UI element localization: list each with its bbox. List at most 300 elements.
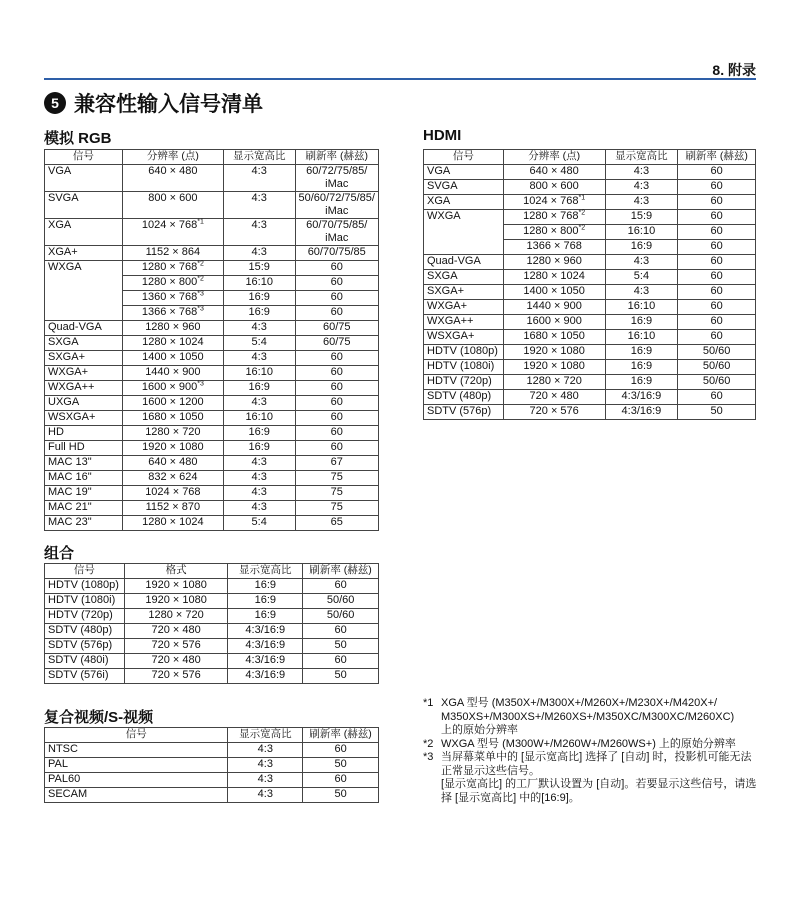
- resolution-cell: [122, 246, 223, 261]
- table-row: [424, 255, 756, 270]
- resolution-cell: [122, 396, 223, 411]
- resolution-cell: [503, 195, 605, 210]
- signal-cell: VGA: [424, 165, 504, 180]
- signal-cell: WSXGA+: [45, 411, 123, 426]
- table-row: [424, 390, 756, 405]
- refresh-rate-cell: 60: [295, 306, 378, 321]
- footnote-text: [441, 751, 763, 805]
- signal-cell: SVGA: [45, 192, 123, 219]
- rgb-section-title: 模拟 RGB: [44, 130, 112, 147]
- refresh-rate-cell: 60: [295, 411, 378, 426]
- refresh-rate-cell: 60/75: [295, 336, 378, 351]
- aspect-cell: 4:3: [605, 180, 678, 195]
- aspect-cell: 16:10: [223, 366, 295, 381]
- refresh-rate-cell: 60: [678, 180, 756, 195]
- resolution-cell: [122, 291, 223, 306]
- table-row: [45, 192, 379, 219]
- resolution-cell: [122, 306, 223, 321]
- table-row: [424, 405, 756, 420]
- component-signal-table: [44, 563, 379, 684]
- aspect-cell: 15:9: [223, 261, 295, 276]
- aspect-cell: 4:3: [223, 486, 295, 501]
- aspect-cell: 4:3: [223, 246, 295, 261]
- signal-cell: SDTV (480i): [45, 654, 125, 669]
- format-cell: 1920 × 1080: [124, 579, 228, 594]
- table-row: [424, 360, 756, 375]
- aspect-cell: 4:3: [228, 773, 303, 788]
- aspect-cell: 16:9: [228, 594, 303, 609]
- table-row: [45, 639, 379, 654]
- signal-cell: SDTV (480p): [45, 624, 125, 639]
- resolution-value: 1280 × 1024: [142, 336, 204, 348]
- video-section-title: 复合视频/S-视频: [44, 709, 154, 726]
- aspect-cell: 5:4: [223, 516, 295, 531]
- aspect-cell: 4:3: [228, 758, 303, 773]
- refresh-rate-cell: 60: [678, 390, 756, 405]
- video-signal-table: [44, 727, 379, 803]
- aspect-cell: 16:10: [605, 300, 678, 315]
- signal-cell: MAC 21": [45, 501, 123, 516]
- aspect-cell: 4:3: [228, 743, 303, 758]
- refresh-rate-cell: 50/60: [678, 345, 756, 360]
- aspect-cell: 5:4: [223, 336, 295, 351]
- refresh-rate-cell: 60: [303, 579, 379, 594]
- column-header: 格式: [124, 564, 228, 579]
- signal-cell: WXGA+: [424, 300, 504, 315]
- format-cell: 720 × 480: [124, 654, 228, 669]
- signal-cell: VGA: [45, 165, 123, 192]
- table-row: [424, 285, 756, 300]
- signal-cell: WSXGA+: [424, 330, 504, 345]
- table-row: [45, 516, 379, 531]
- aspect-cell: 4:3: [605, 165, 678, 180]
- format-cell: 1920 × 1080: [124, 594, 228, 609]
- resolution-value: 1440 × 900: [526, 300, 582, 312]
- aspect-cell: 16:9: [223, 441, 295, 456]
- footnote-line: M350XS+/M300XS+/M260XS+/M350XC/M300XC/M260XC): [441, 710, 735, 723]
- signal-cell: PAL60: [45, 773, 228, 788]
- table-row: [45, 165, 379, 192]
- resolution-cell: [122, 366, 223, 381]
- column-header: 信号: [45, 728, 228, 743]
- signal-cell: XGA: [45, 219, 123, 246]
- column-header: 信号: [45, 150, 123, 165]
- table-row: [45, 441, 379, 456]
- resolution-value: 1152 × 864: [145, 246, 201, 258]
- resolution-cell: [122, 516, 223, 531]
- aspect-cell: 4:3: [223, 192, 295, 219]
- footnote-marker: *3: [197, 290, 204, 298]
- column-header: 分辨率 (点): [503, 150, 605, 165]
- aspect-cell: 4:3: [223, 501, 295, 516]
- resolution-value: 1280 × 720: [145, 426, 201, 438]
- refresh-rate-cell: 75: [295, 501, 378, 516]
- aspect-cell: 16:10: [223, 411, 295, 426]
- signal-cell: SVGA: [424, 180, 504, 195]
- footnote-line: 正常显示这些信号。: [441, 764, 540, 777]
- signal-cell: MAC 19": [45, 486, 123, 501]
- aspect-cell: 4:3: [223, 396, 295, 411]
- table-row: [45, 351, 379, 366]
- aspect-cell: 4:3: [223, 456, 295, 471]
- footnote-marker: *2: [197, 260, 204, 268]
- table-row: [45, 758, 379, 773]
- table-row: [45, 366, 379, 381]
- table-row: [45, 486, 379, 501]
- resolution-cell: [503, 270, 605, 285]
- resolution-value: 1680 × 1050: [142, 411, 204, 423]
- refresh-rate-cell: 60: [678, 210, 756, 225]
- aspect-cell: 4:3: [228, 788, 303, 803]
- aspect-cell: 4:3/16:9: [228, 639, 303, 654]
- signal-cell: HDTV (720p): [424, 375, 504, 390]
- refresh-rate-cell: 60: [678, 240, 756, 255]
- refresh-rate-cell: 60: [295, 276, 378, 291]
- refresh-rate-cell: 50/60: [303, 609, 379, 624]
- resolution-value: 1280 × 960: [526, 255, 582, 267]
- aspect-cell: 16:9: [223, 291, 295, 306]
- resolution-cell: [122, 165, 223, 192]
- resolution-cell: [503, 180, 605, 195]
- resolution-cell: [122, 456, 223, 471]
- aspect-cell: 16:9: [223, 306, 295, 321]
- table-row: [45, 501, 379, 516]
- footnote-mark: *1: [423, 697, 434, 709]
- signal-cell: HDTV (1080i): [45, 594, 125, 609]
- hdmi-signal-table: [423, 149, 756, 420]
- signal-cell: SDTV (576p): [424, 405, 504, 420]
- footnote-line: 择 [显示宽高比] 中的[16:9]。: [441, 791, 580, 804]
- refresh-rate-cell: 50: [303, 758, 379, 773]
- footnote-marker: *2: [197, 275, 204, 283]
- footnote-marker: *1: [197, 218, 204, 226]
- aspect-cell: 16:9: [605, 375, 678, 390]
- resolution-cell: [122, 321, 223, 336]
- signal-cell: HDTV (1080p): [424, 345, 504, 360]
- refresh-rate-cell: 60: [678, 195, 756, 210]
- column-header: 显示宽高比: [223, 150, 295, 165]
- aspect-cell: 16:10: [605, 330, 678, 345]
- footnote-text: [441, 697, 763, 738]
- column-header: 刷新率 (赫兹): [303, 728, 379, 743]
- resolution-cell: [122, 219, 223, 246]
- aspect-cell: 16:9: [223, 381, 295, 396]
- format-cell: 720 × 576: [124, 669, 228, 684]
- resolution-cell: [503, 255, 605, 270]
- signal-cell: XGA+: [45, 246, 123, 261]
- resolution-cell: [503, 390, 605, 405]
- refresh-rate-cell: 60/70/75/85/ iMac: [295, 219, 378, 246]
- refresh-rate-cell: 50/60: [678, 360, 756, 375]
- resolution-cell: [503, 345, 605, 360]
- hdmi-section-title: HDMI: [423, 127, 462, 144]
- resolution-cell: [122, 276, 223, 291]
- table-row: [45, 396, 379, 411]
- refresh-rate-cell: 60: [678, 315, 756, 330]
- resolution-cell: [503, 285, 605, 300]
- resolution-value: 1366 × 768: [526, 240, 582, 252]
- table-row: [45, 321, 379, 336]
- chapter-label: 8. 附录: [712, 62, 756, 78]
- aspect-cell: 4:3: [223, 219, 295, 246]
- resolution-cell: [122, 426, 223, 441]
- resolution-value: 1152 × 870: [145, 501, 201, 513]
- aspect-cell: 4:3: [223, 471, 295, 486]
- table-header-row: [45, 564, 379, 579]
- resolution-value: 1920 × 1080: [523, 345, 585, 357]
- footnote-marker: *2: [578, 209, 586, 217]
- resolution-value: 1280 × 800: [141, 276, 198, 288]
- column-header: 刷新率 (赫兹): [295, 150, 378, 165]
- table-header-row: [424, 150, 756, 165]
- signal-cell: Quad-VGA: [424, 255, 504, 270]
- footnote: [423, 697, 763, 738]
- refresh-rate-cell: 50: [678, 405, 756, 420]
- refresh-rate-cell: 60: [295, 426, 378, 441]
- footnote-line: [显示宽高比] 的工厂默认设置为 [自动]。若要显示这些信号，请选: [441, 778, 757, 790]
- resolution-value: 1024 × 768: [141, 219, 198, 231]
- resolution-cell: [503, 240, 605, 255]
- aspect-cell: 4:3/16:9: [228, 654, 303, 669]
- column-header: 显示宽高比: [228, 564, 303, 579]
- table-row: [424, 195, 756, 210]
- resolution-value: 1280 × 1024: [523, 270, 585, 282]
- resolution-value: 1280 × 800: [523, 225, 579, 237]
- component-section-title: 组合: [44, 545, 75, 562]
- table-row: [424, 180, 756, 195]
- table-row: [45, 743, 379, 758]
- refresh-rate-cell: 60: [295, 381, 378, 396]
- table-row: [45, 594, 379, 609]
- signal-cell: PAL: [45, 758, 228, 773]
- column-header: 刷新率 (赫兹): [303, 564, 379, 579]
- resolution-value: 1024 × 768: [145, 486, 201, 498]
- resolution-cell: [503, 405, 605, 420]
- page-title-text: 兼容性输入信号清单: [74, 92, 263, 116]
- resolution-value: 1360 × 768: [141, 291, 198, 303]
- column-header: 刷新率 (赫兹): [678, 150, 756, 165]
- resolution-value: 1920 × 1080: [142, 441, 204, 453]
- signal-cell: SDTV (576i): [45, 669, 125, 684]
- refresh-rate-cell: 60/70/75/85: [295, 246, 378, 261]
- signal-cell: Quad-VGA: [45, 321, 123, 336]
- refresh-rate-cell: 50: [303, 788, 379, 803]
- footnote-mark: *2: [423, 737, 434, 750]
- resolution-value: 1600 × 1200: [142, 396, 204, 408]
- refresh-rate-cell: 60: [678, 270, 756, 285]
- table-row: [424, 270, 756, 285]
- signal-cell: WXGA++: [45, 381, 123, 396]
- table-row: [45, 336, 379, 351]
- resolution-value: 1400 × 1050: [142, 351, 204, 363]
- signal-cell: SXGA+: [424, 285, 504, 300]
- refresh-rate-cell: 60: [295, 441, 378, 456]
- refresh-rate-cell: 50: [303, 669, 379, 684]
- table-row: [45, 609, 379, 624]
- aspect-cell: 4:3: [223, 321, 295, 336]
- aspect-cell: 4:3/16:9: [228, 624, 303, 639]
- resolution-cell: [122, 411, 223, 426]
- aspect-cell: 4:3: [223, 165, 295, 192]
- resolution-value: 800 × 600: [529, 180, 579, 192]
- resolution-value: 800 × 600: [148, 192, 198, 204]
- aspect-cell: 16:9: [223, 426, 295, 441]
- signal-cell: SXGA: [45, 336, 123, 351]
- table-row: [45, 669, 379, 684]
- table-row: [424, 330, 756, 345]
- refresh-rate-cell: 60: [678, 225, 756, 240]
- signal-cell: WXGA: [45, 261, 123, 321]
- table-row: [424, 375, 756, 390]
- table-header-row: [45, 728, 379, 743]
- resolution-cell: [122, 501, 223, 516]
- refresh-rate-cell: 60: [678, 255, 756, 270]
- resolution-cell: [122, 441, 223, 456]
- refresh-rate-cell: 60/72/75/85/ iMac: [295, 165, 378, 192]
- aspect-cell: 4:3/16:9: [605, 390, 678, 405]
- footnote: [423, 738, 763, 752]
- resolution-value: 1400 × 1050: [523, 285, 585, 297]
- table-row: [424, 345, 756, 360]
- resolution-cell: [503, 360, 605, 375]
- column-header: 显示宽高比: [605, 150, 678, 165]
- signal-cell: WXGA+: [45, 366, 123, 381]
- aspect-cell: 16:10: [605, 225, 678, 240]
- table-row: [45, 624, 379, 639]
- footnotes: [423, 697, 763, 805]
- aspect-cell: 15:9: [605, 210, 678, 225]
- signal-cell: HDTV (720p): [45, 609, 125, 624]
- column-header: 显示宽高比: [228, 728, 303, 743]
- resolution-cell: [122, 192, 223, 219]
- resolution-cell: [122, 381, 223, 396]
- resolution-value: 1366 × 768: [141, 306, 198, 318]
- signal-cell: SXGA: [424, 270, 504, 285]
- refresh-rate-cell: 50: [303, 639, 379, 654]
- format-cell: 720 × 576: [124, 639, 228, 654]
- refresh-rate-cell: 60: [303, 773, 379, 788]
- refresh-rate-cell: 60: [295, 261, 378, 276]
- table-row: [45, 471, 379, 486]
- table-row: [45, 654, 379, 669]
- refresh-rate-cell: 60: [303, 624, 379, 639]
- resolution-value: 1024 × 768: [523, 195, 579, 207]
- refresh-rate-cell: 50/60: [678, 375, 756, 390]
- aspect-cell: 4:3/16:9: [228, 669, 303, 684]
- resolution-value: 640 × 480: [529, 165, 579, 177]
- resolution-cell: [503, 330, 605, 345]
- footnote: [423, 751, 763, 805]
- signal-cell: HDTV (1080i): [424, 360, 504, 375]
- footnote-marker: *3: [197, 380, 204, 388]
- resolution-cell: [503, 315, 605, 330]
- resolution-value: 1280 × 720: [526, 375, 582, 387]
- aspect-cell: 4:3/16:9: [605, 405, 678, 420]
- signal-cell: HDTV (1080p): [45, 579, 125, 594]
- footnote-text: [441, 738, 763, 752]
- table-row: [45, 426, 379, 441]
- refresh-rate-cell: 65: [295, 516, 378, 531]
- footnote-marker: *1: [578, 194, 586, 202]
- aspect-cell: 4:3: [605, 255, 678, 270]
- header-rule: [44, 78, 756, 80]
- table-row: [45, 261, 379, 276]
- signal-cell: SDTV (576p): [45, 639, 125, 654]
- refresh-rate-cell: 60: [678, 300, 756, 315]
- signal-cell: SDTV (480p): [424, 390, 504, 405]
- resolution-value: 1920 × 1080: [523, 360, 585, 372]
- refresh-rate-cell: 60: [295, 291, 378, 306]
- aspect-cell: 16:9: [605, 345, 678, 360]
- signal-cell: WXGA: [424, 210, 504, 255]
- resolution-cell: [122, 351, 223, 366]
- signal-cell: Full HD: [45, 441, 123, 456]
- resolution-cell: [503, 375, 605, 390]
- signal-cell: MAC 13": [45, 456, 123, 471]
- aspect-cell: 16:9: [228, 609, 303, 624]
- refresh-rate-cell: 60: [295, 351, 378, 366]
- signal-cell: SECAM: [45, 788, 228, 803]
- refresh-rate-cell: 67: [295, 456, 378, 471]
- resolution-value: 1280 × 768: [523, 210, 579, 222]
- resolution-value: 1280 × 768: [141, 261, 198, 273]
- aspect-cell: 16:9: [228, 579, 303, 594]
- column-header: 分辨率 (点): [122, 150, 223, 165]
- aspect-cell: 4:3: [605, 285, 678, 300]
- table-row: [45, 246, 379, 261]
- refresh-rate-cell: 60: [303, 654, 379, 669]
- aspect-cell: 5:4: [605, 270, 678, 285]
- table-row: [424, 165, 756, 180]
- resolution-value: 640 × 480: [148, 456, 198, 468]
- table-row: [424, 300, 756, 315]
- resolution-value: 1280 × 1024: [142, 516, 204, 528]
- footnote-line: 上的原始分辨率: [441, 724, 518, 736]
- resolution-cell: [503, 165, 605, 180]
- aspect-cell: 16:10: [223, 276, 295, 291]
- aspect-cell: 4:3: [223, 351, 295, 366]
- footnote-marker: *3: [197, 305, 204, 313]
- refresh-rate-cell: 60: [678, 330, 756, 345]
- table-row: [45, 579, 379, 594]
- signal-cell: MAC 23": [45, 516, 123, 531]
- refresh-rate-cell: 60: [295, 396, 378, 411]
- refresh-rate-cell: 60: [295, 366, 378, 381]
- refresh-rate-cell: 75: [295, 471, 378, 486]
- refresh-rate-cell: 75: [295, 486, 378, 501]
- footnote-line: XGA 型号 (M350X+/M300X+/M260X+/M230X+/M420X+/: [441, 697, 718, 709]
- footnote-line: 当屏幕菜单中的 [显示宽高比] 选择了 [自动] 时，投影机可能无法: [441, 751, 752, 763]
- column-header: 信号: [45, 564, 125, 579]
- resolution-cell: [122, 471, 223, 486]
- resolution-value: 1440 × 900: [145, 366, 201, 378]
- signal-cell: MAC 16": [45, 471, 123, 486]
- aspect-cell: 16:9: [605, 315, 678, 330]
- refresh-rate-cell: 60: [678, 285, 756, 300]
- resolution-value: 1600 × 900: [526, 315, 582, 327]
- rgb-signal-table: [44, 149, 379, 531]
- resolution-cell: [122, 336, 223, 351]
- refresh-rate-cell: 50/60/72/75/85/ iMac: [295, 192, 378, 219]
- section-number-badge: 5: [44, 92, 66, 114]
- page-title: [44, 88, 263, 118]
- table-row: [45, 788, 379, 803]
- signal-cell: SXGA+: [45, 351, 123, 366]
- format-cell: 1280 × 720: [124, 609, 228, 624]
- aspect-cell: 4:3: [605, 195, 678, 210]
- resolution-value: 720 × 480: [529, 390, 579, 402]
- resolution-value: 1600 × 900: [141, 381, 198, 393]
